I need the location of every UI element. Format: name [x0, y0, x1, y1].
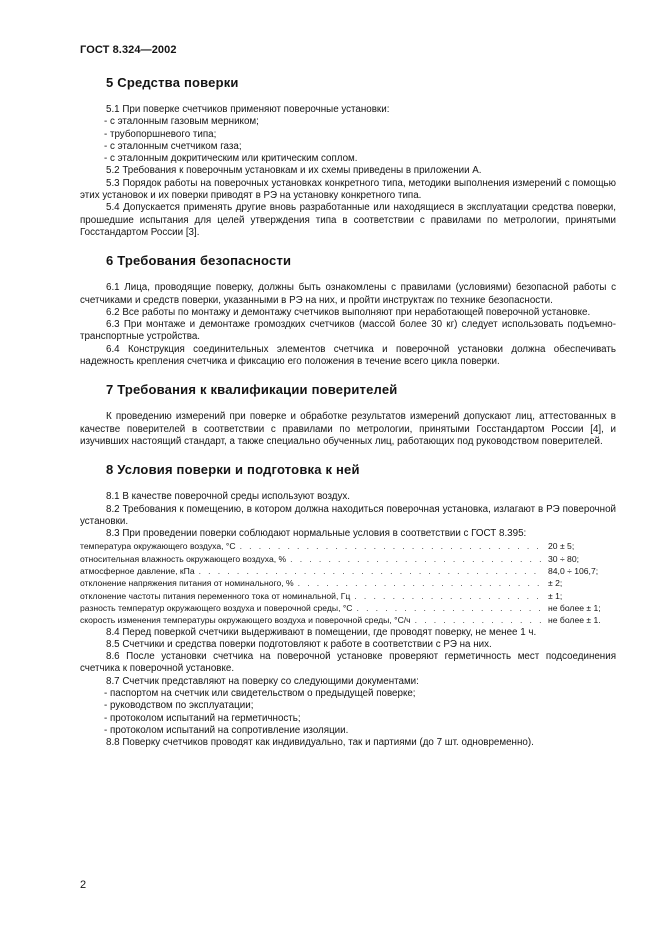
paragraph-8-2: 8.2 Требования к помещению, в котором должна находиться поверочная установка, излагают в РЭ поверочной установки.: [80, 503, 616, 527]
paragraph-8-3: 8.3 При проведении поверки соблюдают нормальные условия в соответствии с ГОСТ 8.395:: [106, 528, 527, 540]
paragraph-6-3: 6.3 При монтаже и демонтаже громоздких счетчиков (массой более 30 кг) следует использовать подъемно-транспортные устройства.: [80, 319, 616, 343]
condition-row: [80, 565, 616, 577]
condition-row: [80, 553, 616, 565]
condition-label: атмосферное давление, кПа: [80, 566, 195, 577]
section-7-title: 7 Требования к квалификации поверителей: [106, 382, 398, 398]
condition-label: относительная влажность окружающего воздуха, %: [80, 553, 287, 564]
page-number: 2: [80, 879, 87, 891]
paragraph-8-7: 8.7 Счетчик представляют на поверку со следующими документами:: [106, 675, 419, 687]
condition-value: не более ± 1.: [548, 615, 601, 626]
section-7: [80, 382, 616, 448]
document-header: ГОСТ 8.324—2002: [80, 44, 177, 56]
condition-label: отклонение напряжения питания от номинального, %: [80, 578, 294, 589]
list-item: - руководством по эксплуатации;: [104, 700, 254, 712]
condition-label: температура окружающего воздуха, °С: [80, 541, 236, 552]
paragraph-5-3: 5.3 Порядок работы на поверочных установках конкретного типа, методики выполнения измерений с помощью этих установок и их поверки приводят в РЭ на установку конкретного типа.: [80, 177, 616, 202]
paragraph-5-4: 5.4 Допускается применять другие вновь разработанные или находящиеся в эксплуатации средства поверки, прошедшие испытания для целей утверждения типа в соответствии с правилами по метрологии, принятыми Госстандартом России [3].: [80, 202, 616, 238]
paragraph-8-4: 8.4 Перед поверкой счетчики выдерживают в помещении, где проводят поверку, не менее 1 ч.: [106, 626, 537, 638]
condition-row: [80, 540, 616, 552]
section-6: [80, 253, 616, 368]
condition-value: не более ± 1;: [548, 602, 601, 613]
list-item: - с эталонным счетчиком газа;: [104, 140, 242, 152]
condition-value: 30 ÷ 80;: [548, 553, 579, 564]
condition-row: [80, 590, 616, 602]
list-item: - паспортом на счетчик или свидетельством о предыдущей поверке;: [104, 687, 416, 699]
section-5-title: 5 Средства поверки: [106, 75, 239, 90]
condition-row: [80, 577, 616, 589]
condition-label: отклонение частоты питания переменного тока от номинальной, Гц: [80, 590, 351, 601]
paragraph-6-4: 6.4 Конструкция соединительных элементов счетчика и поверочной установки должна обеспечивать надежность крепления счетчика и фиксацию его положения в течение всего цикла поверки.: [80, 343, 616, 368]
paragraph-8-5: 8.5 Счетчики и средства поверки подготовляют к работе в соответствии с РЭ на них.: [106, 638, 492, 650]
section-8: [80, 462, 616, 749]
paragraph-7: К проведению измерений при поверке и обработке результатов измерений допускают лиц, аттестованных в качестве поверителей в соответствии с правилами по метрологии, принятыми Госстандартом России [4], и изучивших настоящий стандарт, а также специально обученных лиц, работающих под руководством поверителей.: [80, 411, 616, 447]
condition-value: ± 2;: [548, 578, 563, 589]
list-item: - с эталонным докритическим или критическим соплом.: [104, 153, 358, 165]
conditions-list: [80, 540, 616, 626]
paragraph-5-2: 5.2 Требования к поверочным установкам и их схемы приведены в приложении А.: [106, 165, 482, 177]
document-body: [80, 75, 616, 749]
condition-value: ± 1;: [548, 590, 563, 601]
section-6-title: 6 Требования безопасности: [106, 253, 292, 269]
list-item: - протоколом испытаний на сопротивление изоляции.: [104, 724, 349, 736]
paragraph-8-8: 8.8 Поверку счетчиков проводят как индивидуально, так и партиями (до 7 шт. одновременно).: [106, 737, 534, 749]
condition-label: скорость изменения температуры окружающего воздуха и поверочной среды, °С/ч: [80, 615, 411, 626]
paragraph-8-1: 8.1 В качестве поверочной среды используют воздух.: [106, 491, 351, 503]
section-8-title: 8 Условия поверки и подготовка к ней: [106, 462, 360, 478]
condition-value: 20 ± 5;: [548, 541, 575, 552]
paragraph-6-1: 6.1 Лица, проводящие поверку, должны быть ознакомлены с правилами (условиями) безопасной работы с счетчиками и средств поверки, указанными в РЭ на них, и пройти инструктаж по технике безопасности.: [80, 282, 616, 306]
paragraph-5-1: 5.1 При поверке счетчиков применяют поверочные установки:: [106, 104, 390, 115]
list-item: - протоколом испытаний на герметичность;: [104, 712, 301, 724]
section-5: [80, 75, 616, 239]
paragraph-8-6: 8.6 После установки счетчика на поверочной установке проверяют герметичность мест подсоединения счетчика к поверочной установке.: [80, 651, 616, 675]
paragraph-6-2: 6.2 Все работы по монтажу и демонтажу счетчиков выполняют при неработающей поверочной установке.: [106, 306, 591, 318]
list-item: - трубопоршневого типа;: [104, 128, 217, 140]
condition-label: разность температур окружающего воздуха и поверочной среды, °С: [80, 602, 353, 613]
condition-value: 84,0 ÷ 106,7;: [548, 566, 599, 577]
list-item: - с эталонным газовым мерником;: [104, 116, 259, 128]
condition-row: [80, 602, 616, 614]
condition-row: [80, 614, 616, 626]
